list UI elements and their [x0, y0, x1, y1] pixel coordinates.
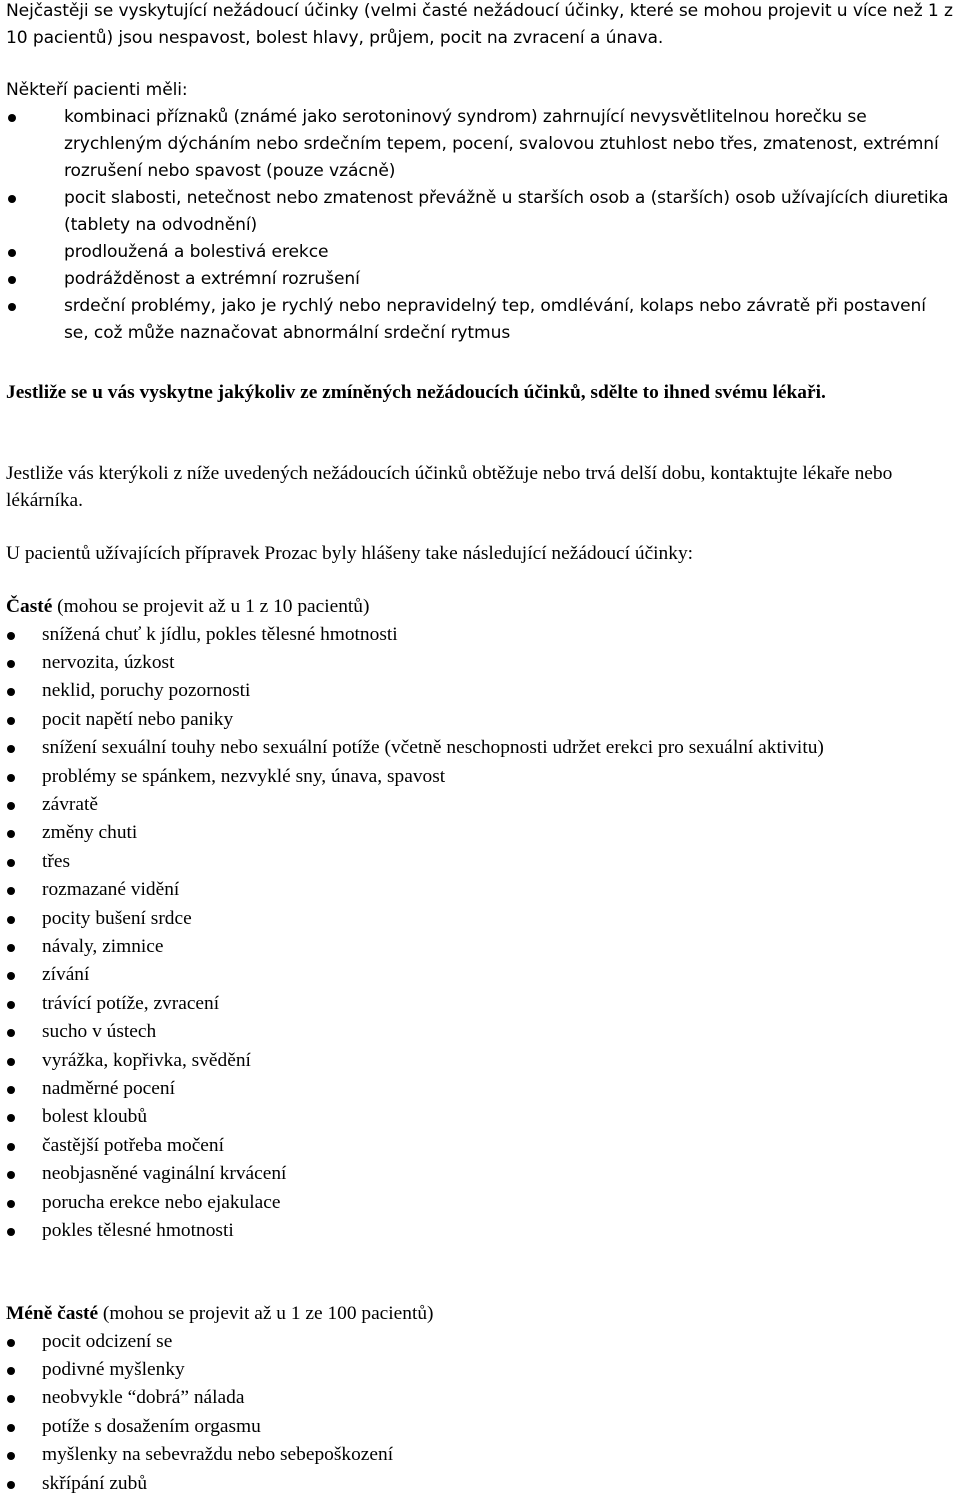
bullet-icon — [7, 1228, 15, 1236]
common-title-rest: (mohou se projevit až u 1 z 10 pacientů) — [52, 596, 370, 617]
list-item: třes — [6, 848, 954, 876]
list-item: pokles tělesné hmotnosti — [6, 1217, 954, 1245]
reported-section — [6, 541, 954, 568]
some-patients-list — [6, 104, 954, 347]
list-item: pocity bušení srdce — [6, 905, 954, 933]
list-item: pocit odcizení se — [6, 1328, 954, 1356]
list-item: problémy se spánkem, nezvyklé sny, únava, spavost — [6, 763, 954, 791]
uncommon-list — [6, 1328, 954, 1498]
list-item: potíže s dosažením orgasmu — [6, 1413, 954, 1441]
list-item: závratě — [6, 791, 954, 819]
intro-section — [6, 0, 954, 52]
list-item: snížená chuť k jídlu, pokles tělesné hmotnosti — [6, 621, 954, 649]
bullet-icon — [7, 632, 15, 640]
list-item: rozmazané vidění — [6, 876, 954, 904]
bullet-icon — [7, 1114, 15, 1122]
bullet-icon — [7, 1143, 15, 1151]
list-item: bolest kloubů — [6, 1103, 954, 1131]
list-item: kombinaci příznaků (známé jako serotoninový syndrom) zahrnující nevysvětlitelnou horečku se zrychleným dýcháním nebo srdečním tepem, pocení, svalovou ztuhlost nebo třes, zmatenost, extrémní rozrušení nebo spavost (pouze vzácně) — [6, 104, 954, 185]
list-item: nadměrné pocení — [6, 1075, 954, 1103]
list-item: podrážděnost a extrémní rozrušení — [6, 266, 954, 293]
list-item: návaly, zimnice — [6, 933, 954, 961]
list-item: neklid, poruchy pozornosti — [6, 677, 954, 705]
some-patients-heading: Někteří pacienti měli: — [6, 80, 188, 100]
list-item: změny chuti — [6, 819, 954, 847]
list-item: častější potřeba močení — [6, 1132, 954, 1160]
common-title — [6, 594, 954, 621]
bullet-icon — [7, 1424, 15, 1432]
list-item: neobvykle “dobrá” nálada — [6, 1384, 954, 1412]
list-item: neobjasněné vaginální krvácení — [6, 1160, 954, 1188]
bullet-icon — [8, 303, 16, 311]
common-title-bold: Časté — [6, 596, 53, 617]
bullet-icon — [8, 249, 16, 257]
bullet-icon — [7, 660, 15, 668]
bullet-icon — [7, 1481, 15, 1489]
list-item: zívání — [6, 961, 954, 989]
bullet-icon — [7, 1058, 15, 1066]
common-list — [6, 621, 954, 1246]
bullet-icon — [7, 717, 15, 725]
list-item: prodloužená a bolestivá erekce — [6, 239, 954, 266]
bullet-icon — [7, 1200, 15, 1208]
bullet-icon — [7, 916, 15, 924]
bullet-icon — [7, 1171, 15, 1179]
bullet-icon — [7, 802, 15, 810]
bullet-icon — [7, 1339, 15, 1347]
uncommon-section — [6, 1301, 954, 1498]
bullet-icon — [7, 1001, 15, 1009]
bullet-icon — [7, 1029, 15, 1037]
list-item: pocit napětí nebo paniky — [6, 706, 954, 734]
list-item: podivné myšlenky — [6, 1356, 954, 1384]
list-item: pocit slabosti, netečnost nebo zmatenost převážně u starších osob a (starších) osob užívajících diuretika (tablety na odvodnění) — [6, 185, 954, 239]
uncommon-title-bold: Méně časté — [6, 1303, 99, 1324]
warning-text: Jestliže se u vás vyskytne jakýkoliv ze zmíněných nežádoucích účinků, sdělte to ihned svému lékaři. — [6, 382, 826, 403]
some-patients-section — [6, 77, 954, 347]
list-item: porucha erekce nebo ejakulace — [6, 1189, 954, 1217]
bullet-icon — [7, 859, 15, 867]
bullet-icon — [7, 1452, 15, 1460]
bullet-icon — [8, 195, 16, 203]
uncommon-title-rest: (mohou se projevit až u 1 ze 100 pacientů) — [98, 1303, 434, 1324]
bullet-icon — [7, 887, 15, 895]
warning-section — [6, 380, 954, 407]
bullet-icon — [7, 774, 15, 782]
list-item: myšlenky na sebevraždu nebo sebepoškození — [6, 1441, 954, 1469]
list-item: snížení sexuální touhy nebo sexuální potíže (včetně neschopnosti udržet erekci pro sexuální aktivitu) — [6, 734, 954, 762]
common-section — [6, 594, 954, 1245]
bullet-icon — [7, 1086, 15, 1094]
list-item: sucho v ústech — [6, 1018, 954, 1046]
contact-text: Jestliže vás kterýkoli z níže uvedených nežádoucích účinků obtěžuje nebo trvá delší dobu, kontaktujte lékaře nebo lékárníka. — [6, 463, 893, 511]
bullet-icon — [7, 688, 15, 696]
list-item: vyrážka, kopřivka, svědění — [6, 1047, 954, 1075]
bullet-icon — [7, 745, 15, 753]
contact-section — [6, 461, 954, 514]
list-item: skřípání zubů — [6, 1470, 954, 1498]
reported-text: U pacientů užívajících přípravek Prozac byly hlášeny take následující nežádoucí účinky: — [6, 543, 694, 564]
bullet-icon — [7, 944, 15, 952]
bullet-icon — [8, 114, 16, 122]
bullet-icon — [8, 276, 16, 284]
bullet-icon — [7, 1367, 15, 1375]
bullet-icon — [7, 830, 15, 838]
list-item: srdeční problémy, jako je rychlý nebo nepravidelný tep, omdlévání, kolaps nebo závratě při postavení se, což může naznačovat abnormální srdeční rytmus — [6, 293, 954, 347]
bullet-icon — [7, 1395, 15, 1403]
bullet-icon — [7, 972, 15, 980]
intro-paragraph: Nejčastěji se vyskytující nežádoucí účinky (velmi časté nežádoucí účinky, které se mohou projevit u více než 1 z 10 pacientů) jsou nespavost, bolest hlavy, průjem, pocit na zvracení a únava. — [6, 1, 953, 48]
list-item: nervozita, úzkost — [6, 649, 954, 677]
uncommon-title — [6, 1301, 954, 1328]
list-item: trávící potíže, zvracení — [6, 990, 954, 1018]
